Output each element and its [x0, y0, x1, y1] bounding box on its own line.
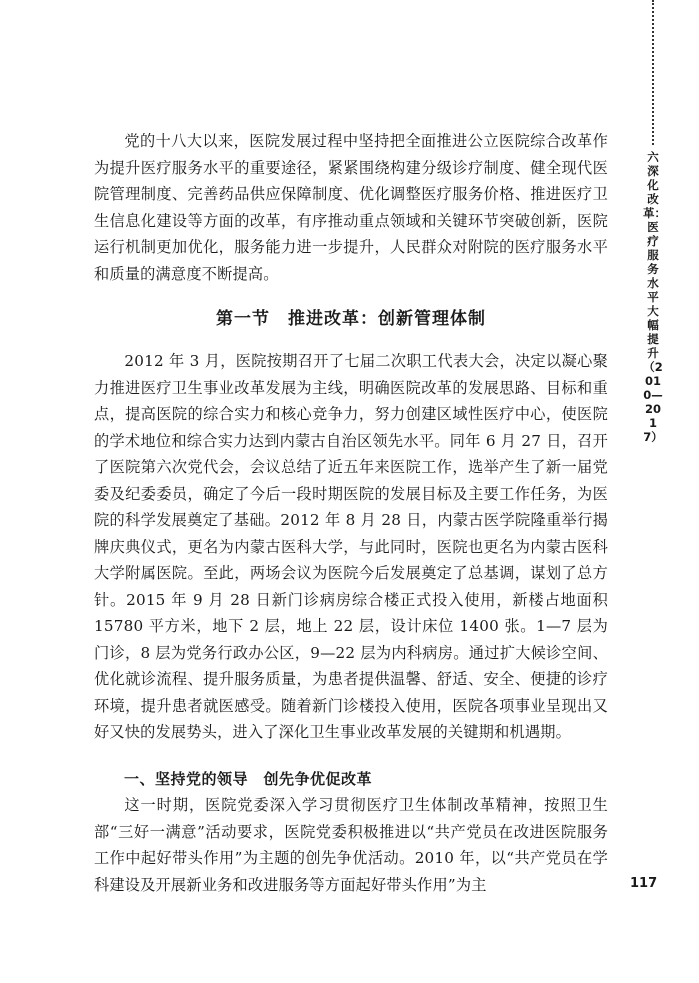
- section-title: 第一节 推进改革：创新管理体制: [216, 309, 486, 329]
- body-paragraph-block-2: [94, 792, 608, 898]
- body-paragraph-1: 2012 年 3 月，医院按期召开了七届二次职工代表大会，决定以凝心聚力推进医疗卫生事业改革发展为主线，明确医院改革的发展思路、目标和重点，提高医院的综合实力和核心竞争力，努力创建区域性医疗中心，使医院的学术地位和综合实力达到内蒙古自治区领先水平。同年 6 月 27 日，召开了医院第六次党代会，会议总结了近五年来医院工作，选举产生了新一届党委及纪委委员，确定了今后一段时期医院的发展目标及主要工作任务，为医院的科学发展奠定了基础。2012 年 8 月 28 日，内蒙古医学院隆重举行揭牌庆典仪式，更名为内蒙古医科大学，与此同时，医院也更名为内蒙古医科大学附属医院。至此，两场会议为医院今后发展奠定了总基调，谋划了总方针。2015 年 9 月 28 日新门诊病房综合楼正式投入使用，新楼占地面积 15780 平方米，地下 2 层，地上 22 层，设计床位 1400 张。1—7 层为门诊，8 层为党务行政办公区，9—22 层为内科病房。通过扩大候诊空间、优化就诊流程、提升服务质量，为患者提供温馨、舒适、安全、便捷的诊疗环境，提升患者就医感受。随着新门诊楼投入使用，医院各项事业呈现出又好又快的发展势头，进入了深化卫生事业改革发展的关键期和机遇期。: [94, 352, 608, 741]
- subheading: 一、坚持党的领导 创先争优促改革: [124, 770, 373, 788]
- running-header: 六 深化改革：医疗服务水平大幅提升（2010—2017）: [643, 150, 671, 444]
- header-dotted-rule: [652, 0, 656, 145]
- page-number: 117: [630, 876, 658, 891]
- body-paragraph-block-1: [94, 348, 608, 746]
- intro-paragraph-block: [94, 128, 608, 287]
- intro-paragraph: 党的十八大以来，医院发展过程中坚持把全面推进公立医院综合改革作为提升医疗服务水平的重要途径，紧紧围绕构建分级诊疗制度、健全现代医院管理制度、完善药品供应保障制度、优化调整医疗服务价格、推进医疗卫生信息化建设等方面的改革，有序推动重点领域和关键环节突破创新，医院运行机制更加优化，服务能力进一步提升，人民群众对附院的医疗服务水平和质量的满意度不断提高。: [94, 132, 608, 283]
- body-paragraph-2: 这一时期，医院党委深入学习贯彻医疗卫生体制改革精神，按照卫生部“三好一满意”活动要求，医院党委积极推进以“共产党员在改进医院服务工作中起好带头作用”为主题的创先争优活动。2010 年，以“共产党员在学科建设及开展新业务和改进服务等方面起好带头作用”为主: [94, 796, 608, 894]
